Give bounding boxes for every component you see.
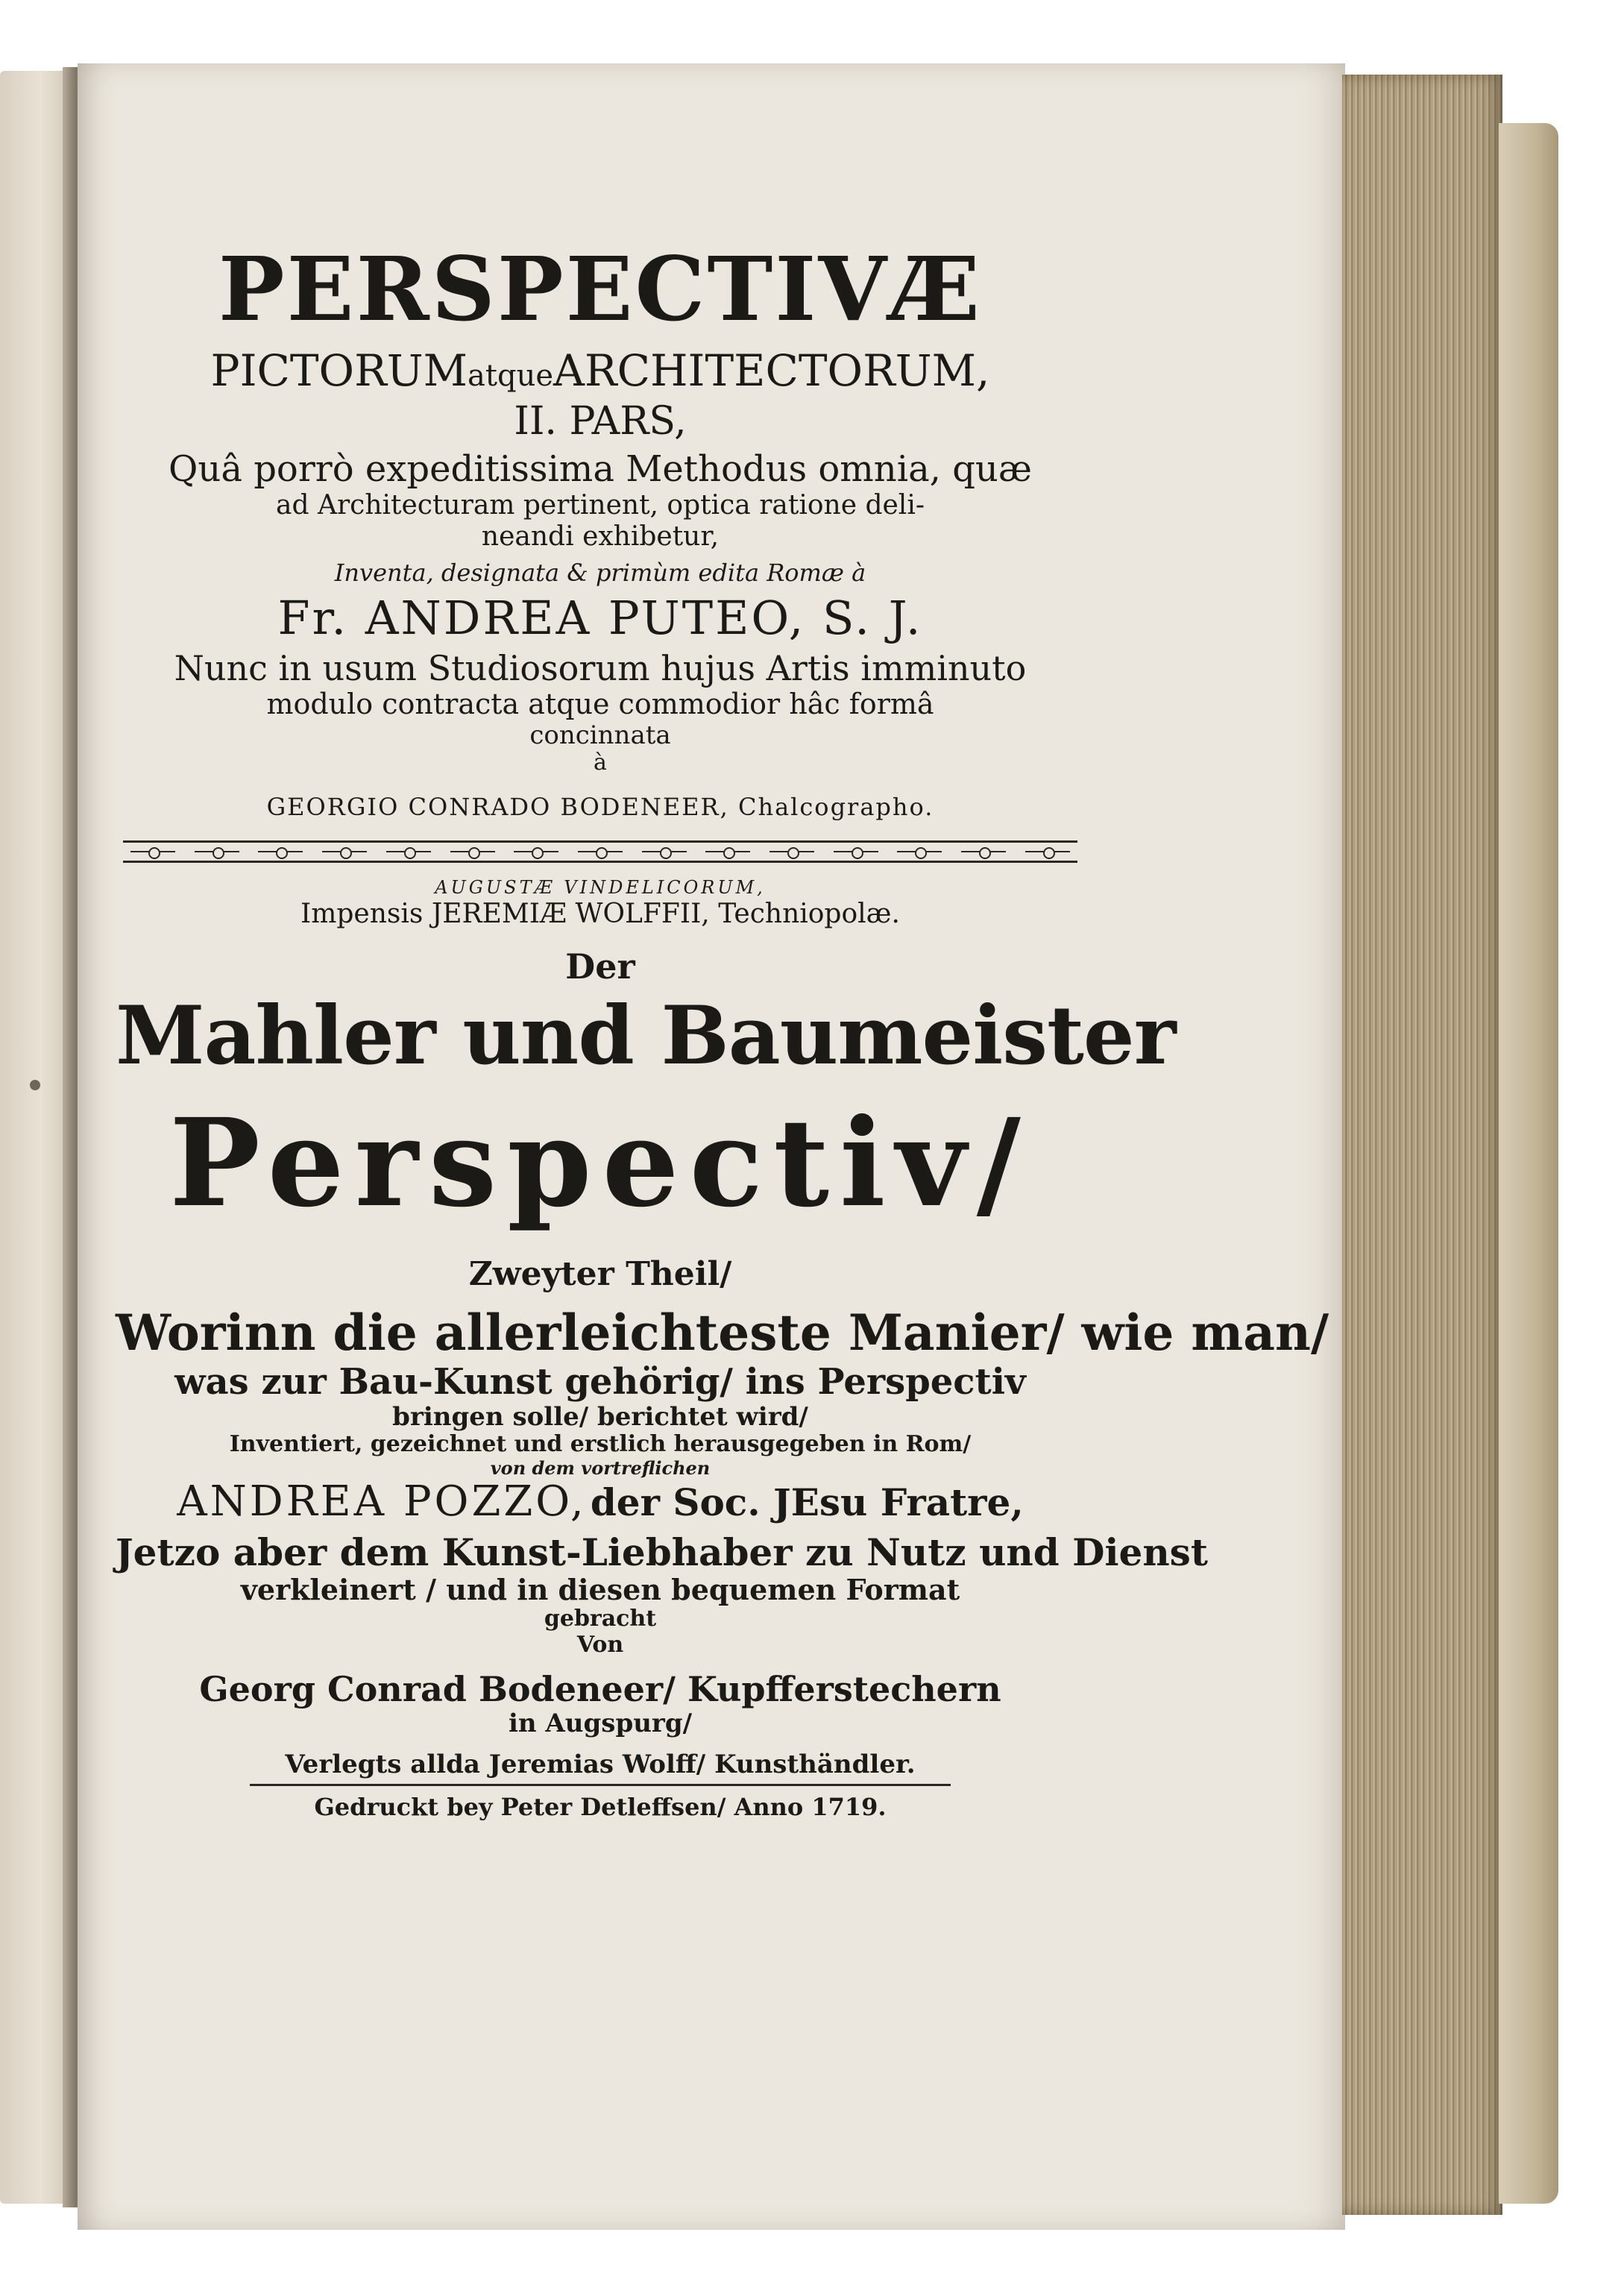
page-edges: [1342, 75, 1502, 2215]
ornament-unit: [130, 846, 175, 858]
latin-line-9: Nunc in usum Studiosorum hujus Artis imminuto: [174, 648, 1027, 689]
latin-line-6: neandi exhibetur,: [481, 521, 720, 552]
german-line-6: was zur Bau-Kunst gehörig/ ins Perspectiv: [174, 1361, 1026, 1404]
german-line-11: Jetzo aber dem Kunst-Liebhaber zu Nutz und Dienst: [116, 1530, 1208, 1574]
ornament-unit: [897, 846, 942, 858]
latin-line-13: GEORGIO CONRADO BODENEER, Chalcographo.: [266, 793, 934, 822]
latin-line-2c: ARCHITECTORUM,: [553, 345, 990, 396]
horizontal-rule: [250, 1784, 951, 1786]
latin-line-2a: PICTORUM: [210, 345, 468, 396]
german-line-16: in Augspurg/: [508, 1708, 693, 1738]
german-line-17: Verlegts allda Jeremias Wolff/ Kunsthändler.: [285, 1749, 916, 1779]
ornament-unit: [1025, 846, 1070, 858]
german-line-13: gebracht: [544, 1606, 657, 1632]
ornamental-border: [123, 840, 1077, 863]
latin-line-11: concinnata: [529, 720, 671, 750]
ornament-unit: [961, 846, 1006, 858]
latin-line-10: modulo contracta atque commodior hâc formâ: [266, 688, 934, 721]
latin-line-15: Impensis JEREMIÆ WOLFFII, Techniopolæ.: [300, 898, 900, 929]
vellum-cover: [1499, 123, 1558, 2204]
german-line-10: [116, 1478, 1085, 1526]
german-line-4: Zweyter Theil/: [468, 1254, 732, 1293]
title-page-text: [116, 237, 1329, 1822]
ornament-unit: [834, 846, 878, 858]
german-line-7: bringen solle/ berichtet wird/: [392, 1402, 808, 1433]
ornament-unit: [195, 846, 239, 858]
ornament-unit: [258, 846, 303, 858]
ornament-unit: [705, 846, 750, 858]
latin-line-2b: atque: [468, 358, 554, 393]
ornament-unit: [514, 846, 558, 858]
german-line-12: verkleinert / und in diesen bequemen Format: [240, 1573, 960, 1607]
german-line-1: Der: [565, 946, 635, 987]
ornament-unit: [386, 846, 431, 858]
german-line-8: Inventiert, gezeichnet und erstlich herausgegeben in Rom/: [229, 1431, 972, 1458]
german-line-3: Perspectiv/: [169, 1093, 1031, 1235]
german-line-10a: ANDREA POZZO,: [177, 1477, 587, 1527]
german-line-14: Von: [576, 1631, 624, 1658]
latin-line-14: AUGUSTÆ VINDELICORUM,: [435, 877, 766, 899]
latin-line-5: ad Architecturam pertinent, optica ratione deli-: [276, 490, 925, 521]
latin-line-3: II. PARS,: [514, 399, 687, 444]
latin-line-2: [116, 346, 1085, 396]
german-line-2: Mahler und Baumeister: [116, 989, 1176, 1084]
ornament-unit: [450, 846, 495, 858]
german-line-5: Worinn die allerleichteste Manier/ wie man/: [116, 1304, 1329, 1362]
ornament-unit: [322, 846, 367, 858]
ornament-unit: [578, 846, 623, 858]
latin-title: PERSPECTIVÆ: [218, 237, 983, 341]
latin-line-8: Fr. ANDREA PUTEO, S. J.: [277, 590, 923, 645]
latin-line-12: à: [594, 749, 607, 776]
german-line-9: von dem vortreflichen: [490, 1456, 711, 1479]
ornament-unit: [642, 846, 687, 858]
german-line-15: Georg Conrad Bodeneer/ Kupfferstechern: [199, 1669, 1001, 1709]
german-line-10b: der Soc. JEsu Fratre,: [590, 1480, 1024, 1525]
german-line-18: Gedruckt bey Peter Detleffsen/ Anno 1719.: [314, 1793, 887, 1822]
latin-line-7: Inventa, designata & primùm edita Romæ à: [334, 559, 866, 588]
latin-line-4: Quâ porrò expeditissima Methodus omnia, quæ: [169, 448, 1032, 491]
ornament-unit: [769, 846, 814, 858]
ink-spot: [30, 1080, 40, 1090]
